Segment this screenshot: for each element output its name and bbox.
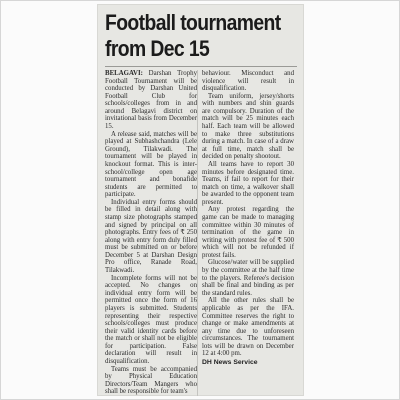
article-column-right	[202, 70, 294, 367]
paragraph: All teams have to report 30 minutes before designated time. Teams, if fail to report for their match on time, a walkover shall be awarded to the opponent team present.	[202, 160, 294, 206]
paragraph: Teams must be accompanied by Physical Education Directors/Team Mangers who shall be responsible for team's	[105, 365, 197, 396]
paragraph: All the other rules shall be applicable as per the IFA. Committee reserves the right to change or make amendments at any time due to unforeseen circumstances. The tournament lots will be drawn on December 12 at 4:00 pm.	[202, 297, 294, 358]
headline	[105, 10, 281, 62]
column-divider	[197, 70, 198, 396]
dateline: BELAGAVI:	[105, 70, 143, 77]
headline-line-1: Football tournament	[105, 10, 281, 35]
paragraph: behaviour. Misconduct and violence will result in disqualification.	[202, 70, 294, 93]
headline-rule	[105, 66, 297, 67]
paragraph: A release said, matches will be played at Subhashchandra (Lele Ground), Tilakwadi. The tournament will be played in knockout format. This is inter-school/college open age tournament and bonafide students are permitted to participate.	[105, 130, 197, 199]
paragraph: Individual entry forms should be filled in detail along with stamp size photographs stamped and signed by principal on all photographs. Entry fees of ₹ 250 along with entry form duly filled must be submitted on or before December 5 at Darshan Design Pro office, Ranade Road, Tilakwadi.	[105, 198, 197, 275]
article-column-left	[105, 70, 197, 396]
paragraph	[105, 70, 197, 131]
paragraph: Glucose/water will be supplied by the committee at the half time to the players. Referee's decision shall be final and binding as per the standard rules.	[202, 259, 294, 297]
news-credit: DH News Service	[202, 358, 258, 366]
paragraph: Any protest regarding the game can be made to managing committee within 30 minutes of termination of the game in writing with protest fee of ₹ 500 which will not be refunded if protest fails.	[202, 206, 294, 259]
headline-line-2: from Dec 15	[105, 36, 210, 61]
paragraph: Incomplete forms will not be accepted. No changes on individual entry form will be permitted once the form of 16 players is submitted. Students representing their respective schools/colleges must produce their valid identity cards before the match or shall not be eligible for participation. False declaration will result in disqualification.	[105, 274, 197, 365]
paragraph-text: Darshan Trophy Football Tournament will be conducted by Darshan United Football Club for schools/colleges from in and around Belagavi district on invitational basis from December 15.	[105, 70, 197, 131]
paragraph: Team uniform, jersey/shorts with numbers and shin guards are compulsory. Duration of the match will be 25 minutes each half. Each team will be allowed to make three substitutions during a match. In case of a draw at full time, match shall be decided on penalty shootout.	[202, 92, 294, 161]
newspaper-clipping	[97, 4, 304, 396]
